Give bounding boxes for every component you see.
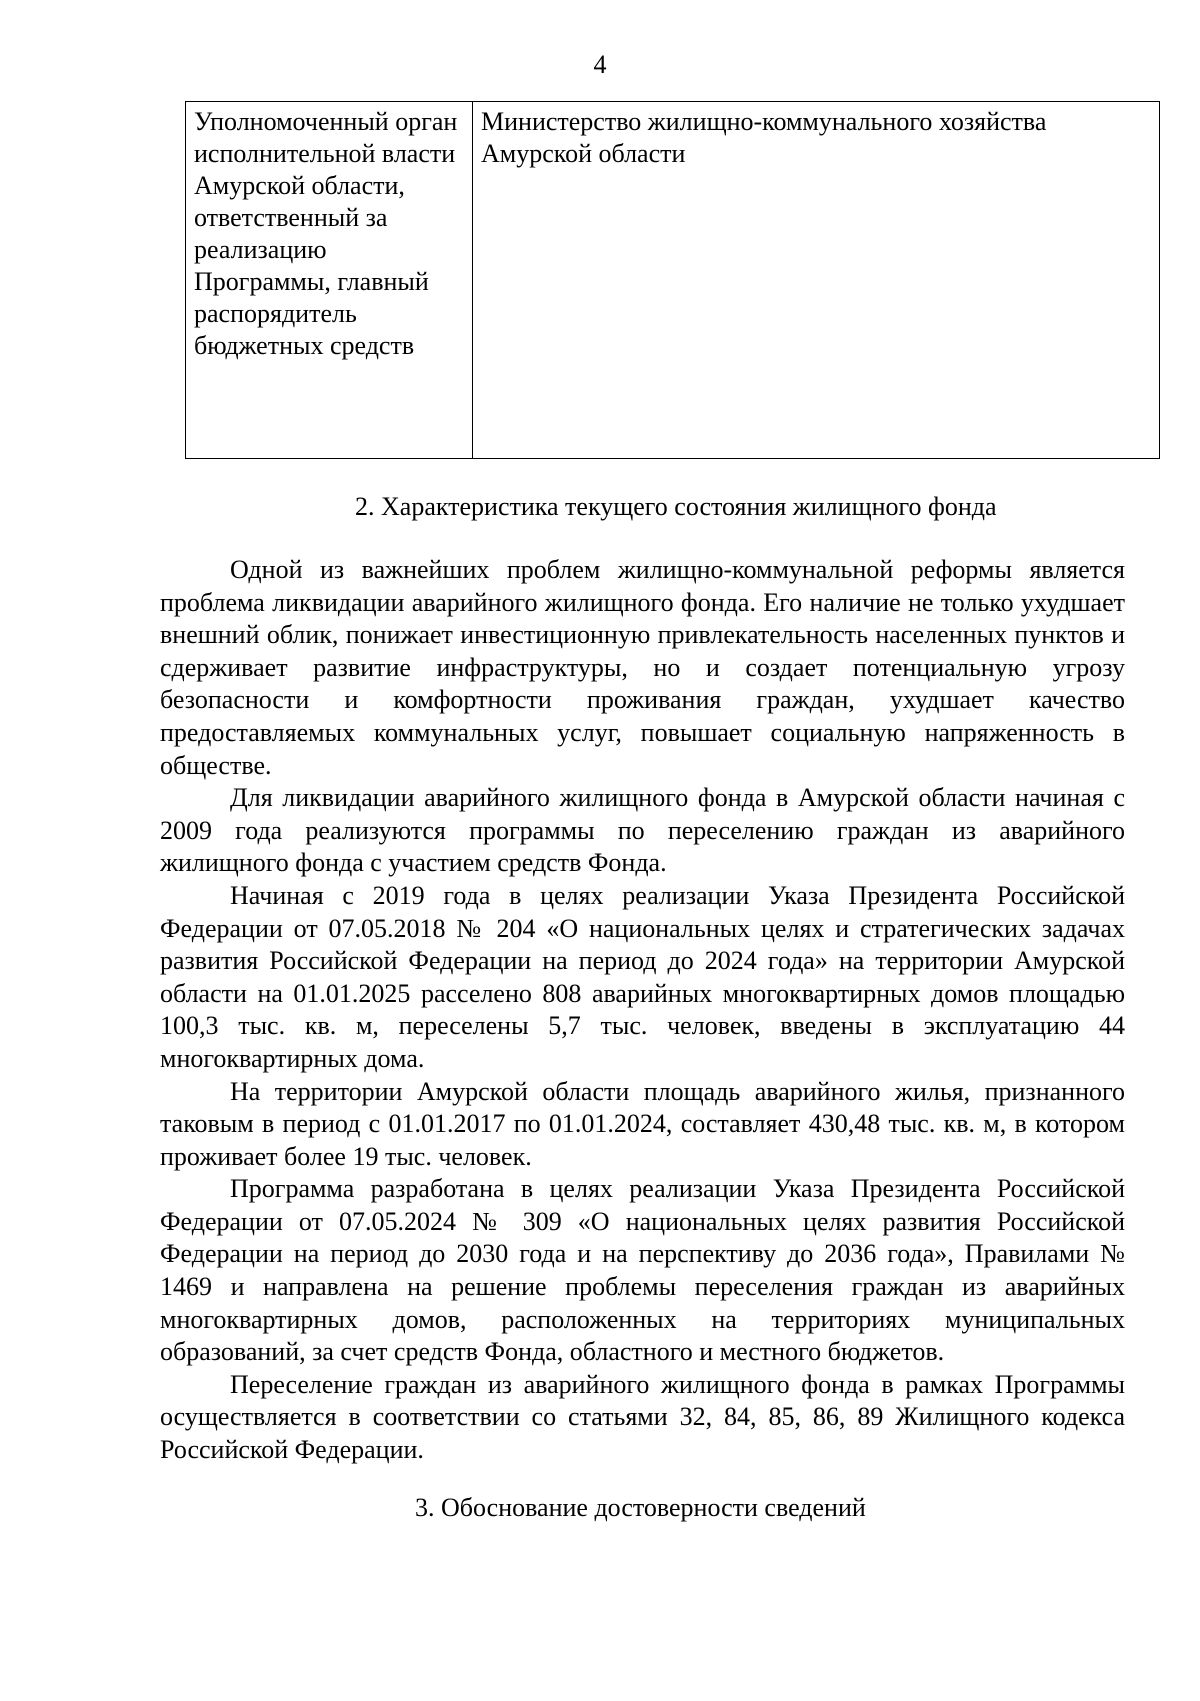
program-info-table [185,101,1160,459]
table-cell-value: Министерство жилищно-коммунального хозяйства Амурской области [473,102,1160,459]
paragraph: Начиная с 2019 года в целях реализации Указа Президента Российской Федерации от 07.05.2018 № 204 «О национальных целях и стратегических задачах развития Российской Федерации на период до 2024 года» на территории Амурской области на 01.01.2025 расселено 808 аварийных многоквартирных домов площадью 100,3 тыс. кв. м, переселены 5,7 тыс. человек, введены в эксплуатацию 44 многоквартирных дома. [160,880,1125,1073]
paragraph: Переселение граждан из аварийного жилищного фонда в рамках Программы осуществляется в соответствии со статьями 32, 84, 85, 86, 89 Жилищного кодекса Российской Федерации. [160,1369,1125,1465]
section-3-heading: 3. Обоснование достоверности сведений [415,1493,866,1522]
table-row [186,102,1160,459]
paragraph: Для ликвидации аварийного жилищного фонда в Амурской области начиная с 2009 года реализуются программы по переселению граждан из аварийного жилищного фонда с участием средств Фонда. [160,783,1125,878]
paragraph: Одной из важнейших проблем жилищно-коммунальной реформы является проблема ликвидации аварийного жилищного фонда. Его наличие не только ухудшает внешний облик, понижает инвестиционную привлекательность населенных пунктов и сдерживает развитие инфраструктуры, но и создает потенциальную угрозу безопасности и комфортности проживания граждан, ухудшает качество предоставляемых коммунальных услуг, повышает социальную напряженность в обществе. [160,555,1125,780]
paragraph: На территории Амурской области площадь аварийного жилья, признанного таковым в период с 01.01.2017 по 01.01.2024, составляет 430,48 тыс. кв. м, в котором проживает более 19 тыс. человек. [160,1076,1125,1171]
section-2-heading: 2. Характеристика текущего состояния жилищного фонда [355,492,997,521]
table-cell-label: Уполномоченный орган исполнительной власти Амурской области, ответственный за реализацию Программы, главный распорядитель бюджетных средств [186,102,473,459]
section-2-body [160,554,1125,1467]
page-number: 4 [593,50,607,79]
paragraph: Программа разработана в целях реализации Указа Президента Российской Федерации от 07.05.2024 № 309 «О национальных целях развития Российской Федерации на период до 2030 года и на перспективу до 2036 года», Правилами № 1469 и направлена на решение проблемы переселения граждан из аварийных многоквартирных домов, расположенных на территориях муниципальных образований, за счет средств Фонда, областного и местного бюджетов. [160,1174,1125,1367]
